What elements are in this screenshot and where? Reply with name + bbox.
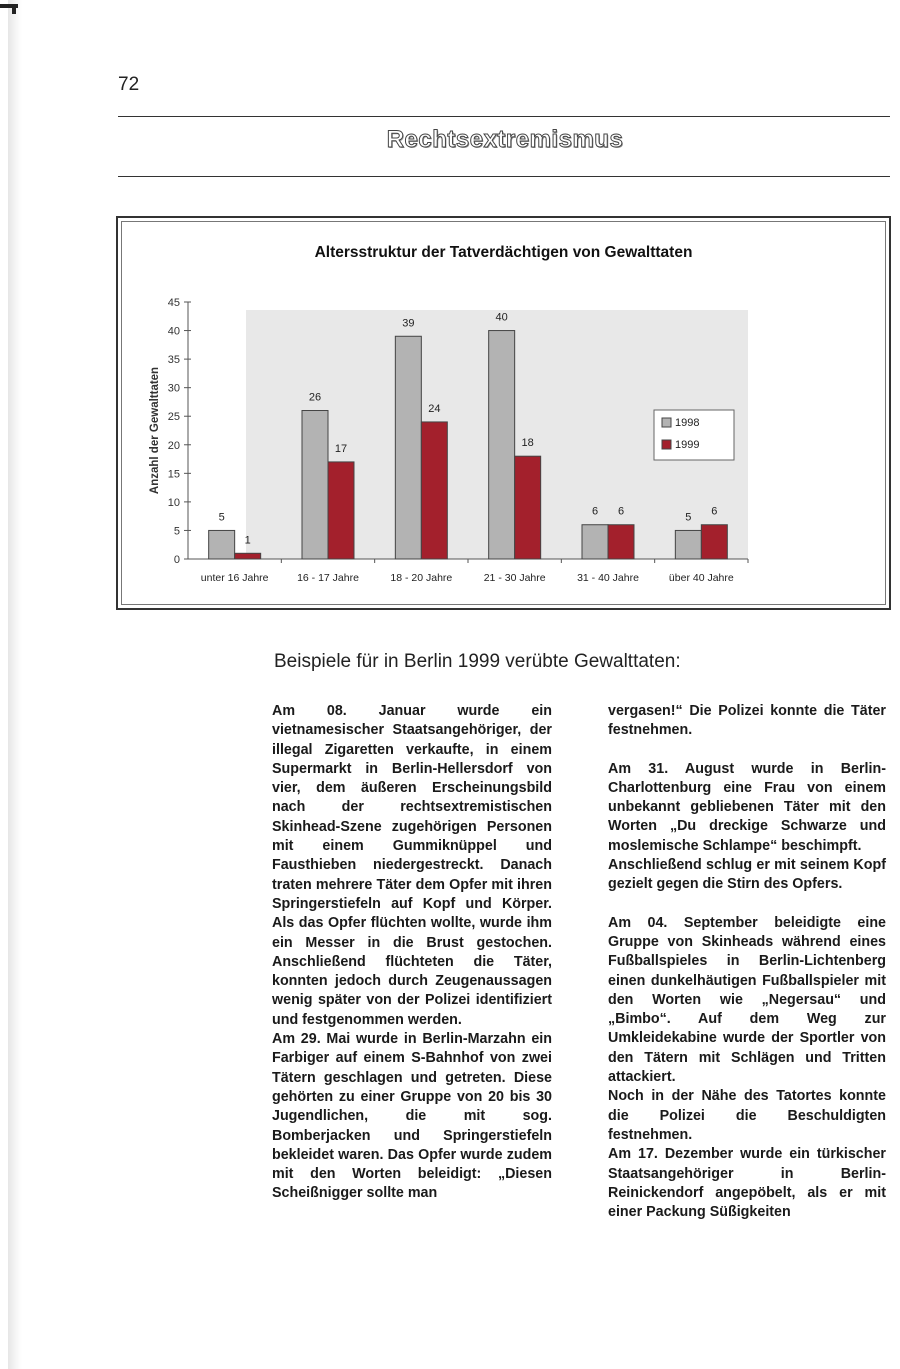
bar-1998	[489, 331, 515, 559]
x-tick-label: unter 16 Jahre	[200, 572, 269, 584]
bar-1999	[608, 525, 634, 559]
y-tick-label: 45	[167, 297, 180, 309]
paragraph-continued: vergasen!“ Die Polizei konnte die Täter festnehmen.	[608, 703, 886, 739]
bar-1998	[395, 336, 421, 559]
bar-1999	[421, 422, 447, 559]
paragraph-september-cont: Noch in der Nähe des Tatortes konnte die Polizei die Beschuldigten festnehmen.	[608, 1088, 886, 1143]
legend-label: 1999	[675, 439, 700, 451]
data-label-1998: 6	[591, 505, 599, 518]
bar-1998	[675, 530, 701, 559]
header-rule-top	[118, 116, 890, 117]
paragraph-spacer	[608, 741, 886, 760]
chart-title: Altersstruktur der Tatverdächtigen von Gewalttaten	[314, 244, 693, 261]
paragraph-januar: Am 08. Januar wurde ein vietnamesischer Staatsangehöriger, der illegal Zigaretten verkaufte, in einem Supermarkt in Berlin-Hellersdorf von vier, dem äußeren Erscheinungsbild nach der rechtsextremistischen Skinhead-Szene zugehörigen Personen mit einem Gummiknüppel und Fausthieben niedergestreckt. Danach traten mehrere Täter dem Opfer mit ihren Springerstiefeln auf Kopf und Körper. Als das Opfer flüchten wollte, wurde ihm ein Messer in die Brust gestochen. Anschließend flüchteten die Täter, konnten jedoch durch Zeugenaussagen wenig später von der Polizei identifiziert und festgenommen werden.	[272, 703, 552, 1028]
y-tick-label: 10	[167, 496, 180, 509]
data-label-1999: 17	[334, 442, 348, 455]
x-tick-label: 16 - 17 Jahre	[297, 572, 359, 584]
y-tick-label: 5	[173, 525, 180, 538]
y-tick-label: 20	[167, 439, 180, 452]
legend-label: 1998	[675, 417, 700, 429]
data-label-1999: 6	[617, 505, 625, 518]
bar-1999	[701, 525, 727, 559]
x-tick-label: 31 - 40 Jahre	[577, 572, 639, 584]
x-tick-label: über 40 Jahre	[668, 572, 734, 584]
paragraph-spacer	[608, 895, 886, 914]
paragraph-mai: Am 29. Mai wurde in Berlin-Marzahn ein Farbiger auf einem S-Bahnhof von zwei Tätern geschlagen und getreten. Diese gehörten zu einer Gruppe von 20 bis 30 Jugendlichen, die mit sog. Bomberjacken und Springerstiefeln bekleidet waren. Das Opfer wurde zudem mit den Worten beleidigt: „Diesen Scheißnigger sollte man	[272, 1031, 552, 1202]
data-label-1998: 39	[402, 317, 415, 330]
data-label-1999: 24	[428, 402, 441, 415]
text-column-right	[608, 702, 886, 1222]
header-rule-bottom	[118, 176, 890, 177]
paragraph-august-cont: Anschließend schlug er mit seinem Kopf gezielt gegen die Stirn des Opfers.	[608, 857, 886, 893]
bar-1999	[235, 553, 261, 559]
data-label-1999: 1	[244, 534, 251, 547]
y-tick-label: 35	[167, 354, 180, 367]
page-number: 72	[118, 74, 140, 95]
legend-swatch	[662, 418, 671, 427]
section-title: Rechtsextremismus	[386, 126, 624, 153]
x-tick-label: 18 - 20 Jahre	[390, 572, 453, 584]
data-label-1998: 26	[308, 391, 322, 404]
y-tick-label: 0	[173, 554, 180, 566]
scan-corner-mark	[0, 0, 20, 14]
examples-heading: Beispiele für in Berlin 1999 verübte Gewalttaten:	[274, 651, 681, 672]
data-label-1998: 5	[685, 511, 692, 524]
legend-swatch	[662, 440, 671, 449]
bar-chart	[116, 216, 891, 610]
y-tick-label: 15	[167, 468, 180, 481]
data-label-1998: 40	[495, 311, 508, 324]
y-tick-label: 30	[167, 382, 180, 395]
bar-1998	[302, 411, 328, 559]
data-label-1999: 18	[521, 437, 534, 450]
y-axis-title: Anzahl der Gewalttaten	[149, 366, 161, 495]
bar-1999	[328, 462, 354, 559]
scan-edge-shadow	[8, 0, 22, 1369]
y-tick-label: 40	[167, 325, 180, 338]
bar-1999	[515, 456, 541, 559]
data-label-1999: 6	[711, 505, 718, 518]
paragraph-september: Am 04. September beleidigte eine Gruppe von Skinheads während eines Fußballspieles in Berlin-Lichtenberg einen dunkelhäutigen Fußballspieler mit den Worten wie „Negersau“ und „Bimbo“. Auf dem Weg zur Umkleidekabine wurde der Sportler von den Tätern mit Schlägen und Tritten attackiert.	[608, 914, 886, 1086]
bar-1998	[209, 530, 235, 559]
data-label-1998: 5	[218, 511, 225, 524]
x-tick-label: 21 - 30 Jahre	[483, 572, 546, 584]
text-column-left	[272, 702, 552, 1204]
paragraph-dezember: Am 17. Dezember wurde ein türkischer Staatsangehöriger in Berlin-Reinickendorf angepöbelt, als er mit einer Packung Süßigkeiten	[608, 1146, 886, 1221]
paragraph-august: Am 31. August wurde in Berlin-Charlottenburg eine Frau von einem unbekannt gebliebenen Täter mit den Worten „Du dreckige Schwarze und moslemische Schlampe“ beschimpft.	[608, 760, 886, 854]
bar-1998	[582, 525, 608, 559]
y-tick-label: 25	[167, 411, 180, 424]
